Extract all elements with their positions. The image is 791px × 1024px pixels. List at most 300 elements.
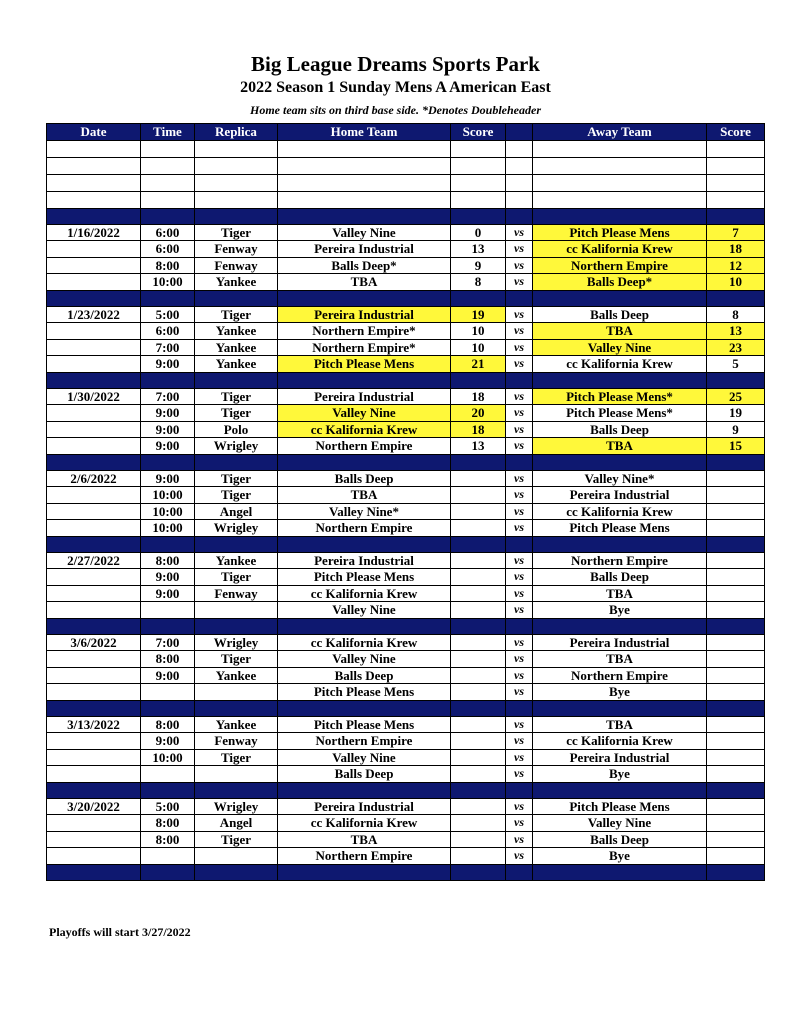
replica-cell: Fenway xyxy=(195,733,278,750)
week-separator-row xyxy=(47,536,765,552)
table-row xyxy=(47,667,765,684)
table-row xyxy=(47,257,765,274)
vs-cell: vs xyxy=(506,438,533,455)
week-separator-row xyxy=(47,372,765,388)
separator-cell xyxy=(707,208,765,224)
home-team-cell: Pitch Please Mens xyxy=(278,569,451,586)
table-row xyxy=(47,602,765,619)
date-cell xyxy=(47,405,141,422)
date-cell xyxy=(47,274,141,291)
away-score-cell xyxy=(707,831,765,848)
home-team-cell: Valley Nine xyxy=(278,749,451,766)
vs-cell: vs xyxy=(506,848,533,865)
date-cell: 2/6/2022 xyxy=(47,470,141,487)
date-cell xyxy=(47,749,141,766)
vs-cell: vs xyxy=(506,388,533,405)
date-cell xyxy=(47,602,141,619)
home-team-cell: Pereira Industrial xyxy=(278,798,451,815)
date-cell xyxy=(47,438,141,455)
separator-cell xyxy=(195,536,278,552)
away-score-cell xyxy=(707,602,765,619)
blank-cell xyxy=(47,140,141,157)
blank-cell xyxy=(451,174,506,191)
blank-row xyxy=(47,191,765,208)
home-score-cell xyxy=(451,569,506,586)
replica-cell: Tiger xyxy=(195,306,278,323)
separator-cell xyxy=(195,208,278,224)
time-cell: 8:00 xyxy=(141,815,195,832)
blank-cell xyxy=(707,191,765,208)
home-team-cell: Northern Empire xyxy=(278,848,451,865)
blank-cell xyxy=(707,157,765,174)
home-score-cell: 18 xyxy=(451,388,506,405)
blank-cell xyxy=(506,174,533,191)
home-score-cell: 13 xyxy=(451,438,506,455)
vs-cell: vs xyxy=(506,569,533,586)
away-team-cell: Bye xyxy=(533,602,707,619)
away-team-cell: Balls Deep xyxy=(533,421,707,438)
page-subtitle: 2022 Season 1 Sunday Mens A American East xyxy=(240,79,551,96)
away-team-cell: Bye xyxy=(533,766,707,783)
date-cell xyxy=(47,651,141,668)
away-team-cell: Pereira Industrial xyxy=(533,487,707,504)
vs-cell: vs xyxy=(506,766,533,783)
away-team-cell: Bye xyxy=(533,848,707,865)
schedule-body xyxy=(47,140,765,880)
date-cell xyxy=(47,520,141,537)
away-score-cell xyxy=(707,798,765,815)
away-score-cell xyxy=(707,503,765,520)
away-team-cell: TBA xyxy=(533,438,707,455)
home-score-cell: 13 xyxy=(451,241,506,258)
away-team-cell: Pitch Please Mens xyxy=(533,224,707,241)
home-score-cell: 9 xyxy=(451,257,506,274)
vs-cell: vs xyxy=(506,749,533,766)
blank-cell xyxy=(707,140,765,157)
separator-cell xyxy=(451,454,506,470)
blank-cell xyxy=(47,157,141,174)
blank-cell xyxy=(141,157,195,174)
vs-cell: vs xyxy=(506,552,533,569)
away-team-cell: Pereira Industrial xyxy=(533,749,707,766)
week-separator-row xyxy=(47,700,765,716)
time-cell xyxy=(141,684,195,701)
home-score-cell xyxy=(451,602,506,619)
separator-cell xyxy=(47,372,141,388)
away-team-cell: Balls Deep xyxy=(533,569,707,586)
date-cell: 2/27/2022 xyxy=(47,552,141,569)
vs-cell: vs xyxy=(506,667,533,684)
date-cell xyxy=(47,766,141,783)
separator-cell xyxy=(451,782,506,798)
date-cell xyxy=(47,569,141,586)
separator-cell xyxy=(278,454,451,470)
away-score-cell: 9 xyxy=(707,421,765,438)
week-separator-row xyxy=(47,208,765,224)
home-team-cell: Valley Nine xyxy=(278,405,451,422)
separator-cell xyxy=(533,536,707,552)
vs-cell: vs xyxy=(506,503,533,520)
away-score-cell: 23 xyxy=(707,339,765,356)
away-team-cell: Pitch Please Mens* xyxy=(533,405,707,422)
away-score-cell: 12 xyxy=(707,257,765,274)
table-row xyxy=(47,503,765,520)
home-team-cell: Northern Empire* xyxy=(278,339,451,356)
vs-cell: vs xyxy=(506,470,533,487)
table-row xyxy=(47,552,765,569)
vs-cell: vs xyxy=(506,339,533,356)
separator-cell xyxy=(278,372,451,388)
home-score-cell xyxy=(451,749,506,766)
replica-cell: Angel xyxy=(195,503,278,520)
away-team-cell: cc Kalifornia Krew xyxy=(533,503,707,520)
away-score-cell xyxy=(707,520,765,537)
replica-cell: Wrigley xyxy=(195,520,278,537)
table-row xyxy=(47,224,765,241)
vs-cell: vs xyxy=(506,274,533,291)
col-away-score-header: Score xyxy=(707,124,765,141)
home-score-cell xyxy=(451,684,506,701)
week-separator-row xyxy=(47,782,765,798)
col-time-header: Time xyxy=(141,124,195,141)
replica-cell: Fenway xyxy=(195,585,278,602)
away-score-cell xyxy=(707,749,765,766)
date-cell xyxy=(47,684,141,701)
separator-cell xyxy=(707,290,765,306)
away-team-cell: TBA xyxy=(533,323,707,340)
time-cell: 9:00 xyxy=(141,356,195,373)
blank-cell xyxy=(451,140,506,157)
home-score-cell xyxy=(451,651,506,668)
away-team-cell: Pereira Industrial xyxy=(533,634,707,651)
home-team-cell: cc Kalifornia Krew xyxy=(278,634,451,651)
separator-cell xyxy=(141,290,195,306)
separator-cell xyxy=(278,618,451,634)
time-cell xyxy=(141,848,195,865)
replica-cell: Fenway xyxy=(195,257,278,274)
away-score-cell: 15 xyxy=(707,438,765,455)
date-cell: 3/13/2022 xyxy=(47,716,141,733)
date-cell xyxy=(47,667,141,684)
time-cell: 10:00 xyxy=(141,503,195,520)
date-cell xyxy=(47,585,141,602)
date-cell xyxy=(47,356,141,373)
table-row xyxy=(47,356,765,373)
vs-cell: vs xyxy=(506,651,533,668)
away-team-cell: Valley Nine* xyxy=(533,470,707,487)
date-cell xyxy=(47,323,141,340)
time-cell: 10:00 xyxy=(141,274,195,291)
time-cell: 6:00 xyxy=(141,323,195,340)
away-score-cell xyxy=(707,716,765,733)
table-row xyxy=(47,388,765,405)
replica-cell: Angel xyxy=(195,815,278,832)
home-score-cell xyxy=(451,667,506,684)
away-team-cell: Northern Empire xyxy=(533,667,707,684)
date-cell: 3/6/2022 xyxy=(47,634,141,651)
replica-cell: Wrigley xyxy=(195,798,278,815)
date-cell xyxy=(47,815,141,832)
home-score-cell xyxy=(451,831,506,848)
separator-cell xyxy=(451,536,506,552)
blank-cell xyxy=(506,140,533,157)
time-cell: 9:00 xyxy=(141,733,195,750)
home-team-cell: Pereira Industrial xyxy=(278,552,451,569)
vs-cell: vs xyxy=(506,306,533,323)
vs-cell: vs xyxy=(506,716,533,733)
separator-cell xyxy=(506,618,533,634)
away-score-cell xyxy=(707,651,765,668)
replica-cell: Yankee xyxy=(195,274,278,291)
separator-cell xyxy=(506,700,533,716)
separator-cell xyxy=(195,372,278,388)
home-score-cell: 10 xyxy=(451,339,506,356)
time-cell: 7:00 xyxy=(141,339,195,356)
home-team-cell: cc Kalifornia Krew xyxy=(278,815,451,832)
vs-cell: vs xyxy=(506,323,533,340)
separator-cell xyxy=(195,618,278,634)
table-row xyxy=(47,339,765,356)
separator-cell xyxy=(707,864,765,880)
blank-cell xyxy=(195,157,278,174)
home-score-cell: 10 xyxy=(451,323,506,340)
replica-cell: Tiger xyxy=(195,388,278,405)
away-score-cell: 19 xyxy=(707,405,765,422)
away-team-cell: Balls Deep xyxy=(533,306,707,323)
separator-cell xyxy=(533,618,707,634)
away-team-cell: cc Kalifornia Krew xyxy=(533,241,707,258)
separator-cell xyxy=(195,290,278,306)
separator-cell xyxy=(278,700,451,716)
away-team-cell: Pitch Please Mens xyxy=(533,798,707,815)
table-row xyxy=(47,438,765,455)
away-score-cell xyxy=(707,552,765,569)
replica-cell: Wrigley xyxy=(195,438,278,455)
away-team-cell: TBA xyxy=(533,716,707,733)
home-team-cell: Valley Nine xyxy=(278,224,451,241)
away-score-cell xyxy=(707,585,765,602)
replica-cell: Yankee xyxy=(195,667,278,684)
blank-cell xyxy=(47,191,141,208)
separator-cell xyxy=(707,454,765,470)
away-score-cell: 5 xyxy=(707,356,765,373)
replica-cell xyxy=(195,684,278,701)
blank-cell xyxy=(141,191,195,208)
replica-cell: Polo xyxy=(195,421,278,438)
date-cell xyxy=(47,503,141,520)
home-team-cell: TBA xyxy=(278,274,451,291)
away-team-cell: TBA xyxy=(533,585,707,602)
table-row xyxy=(47,569,765,586)
time-cell: 9:00 xyxy=(141,438,195,455)
blank-cell xyxy=(278,191,451,208)
col-vs-header xyxy=(506,124,533,141)
replica-cell: Yankee xyxy=(195,323,278,340)
separator-cell xyxy=(195,454,278,470)
home-score-cell: 20 xyxy=(451,405,506,422)
footer-note: Playoffs will start 3/27/2022 xyxy=(49,925,191,939)
away-team-cell: Bye xyxy=(533,684,707,701)
home-score-cell xyxy=(451,815,506,832)
replica-cell: Tiger xyxy=(195,224,278,241)
replica-cell: Tiger xyxy=(195,470,278,487)
vs-cell: vs xyxy=(506,815,533,832)
away-team-cell: Pitch Please Mens* xyxy=(533,388,707,405)
away-score-cell xyxy=(707,733,765,750)
vs-cell: vs xyxy=(506,241,533,258)
date-cell: 1/30/2022 xyxy=(47,388,141,405)
away-score-cell xyxy=(707,684,765,701)
time-cell: 6:00 xyxy=(141,224,195,241)
table-row xyxy=(47,716,765,733)
week-separator-row xyxy=(47,454,765,470)
separator-cell xyxy=(707,700,765,716)
vs-cell: vs xyxy=(506,520,533,537)
home-team-cell: Northern Empire* xyxy=(278,323,451,340)
separator-cell xyxy=(47,864,141,880)
home-score-cell xyxy=(451,585,506,602)
separator-cell xyxy=(451,290,506,306)
week-separator-row xyxy=(47,618,765,634)
blank-cell xyxy=(451,191,506,208)
separator-cell xyxy=(195,700,278,716)
away-team-cell: Balls Deep* xyxy=(533,274,707,291)
header-row xyxy=(47,124,765,141)
separator-cell xyxy=(506,864,533,880)
blank-cell xyxy=(141,174,195,191)
table-row xyxy=(47,323,765,340)
vs-cell: vs xyxy=(506,684,533,701)
replica-cell: Yankee xyxy=(195,356,278,373)
separator-cell xyxy=(707,782,765,798)
separator-cell xyxy=(533,290,707,306)
blank-cell xyxy=(707,174,765,191)
separator-cell xyxy=(278,208,451,224)
home-team-cell: Valley Nine* xyxy=(278,503,451,520)
blank-cell xyxy=(47,174,141,191)
home-team-cell: Balls Deep xyxy=(278,766,451,783)
date-cell xyxy=(47,733,141,750)
home-score-cell xyxy=(451,634,506,651)
home-score-cell xyxy=(451,487,506,504)
time-cell: 9:00 xyxy=(141,585,195,602)
replica-cell: Yankee xyxy=(195,339,278,356)
time-cell: 9:00 xyxy=(141,405,195,422)
home-score-cell xyxy=(451,552,506,569)
table-row xyxy=(47,585,765,602)
vs-cell: vs xyxy=(506,733,533,750)
home-team-cell: TBA xyxy=(278,487,451,504)
separator-cell xyxy=(533,782,707,798)
blank-cell xyxy=(533,191,707,208)
blank-cell xyxy=(533,157,707,174)
table-row xyxy=(47,831,765,848)
vs-cell: vs xyxy=(506,798,533,815)
time-cell: 10:00 xyxy=(141,487,195,504)
home-team-cell: Northern Empire xyxy=(278,520,451,537)
blank-cell xyxy=(506,191,533,208)
home-team-cell: Valley Nine xyxy=(278,602,451,619)
home-team-cell: Valley Nine xyxy=(278,651,451,668)
home-score-cell: 21 xyxy=(451,356,506,373)
time-cell: 8:00 xyxy=(141,651,195,668)
week-separator-row xyxy=(47,290,765,306)
time-cell: 9:00 xyxy=(141,421,195,438)
home-score-cell xyxy=(451,716,506,733)
home-team-cell: cc Kalifornia Krew xyxy=(278,585,451,602)
separator-cell xyxy=(141,208,195,224)
date-cell xyxy=(47,241,141,258)
home-team-cell: Pitch Please Mens xyxy=(278,356,451,373)
replica-cell: Wrigley xyxy=(195,634,278,651)
separator-cell xyxy=(47,618,141,634)
separator-cell xyxy=(278,782,451,798)
separator-cell xyxy=(451,208,506,224)
time-cell xyxy=(141,766,195,783)
away-team-cell: Northern Empire xyxy=(533,257,707,274)
away-score-cell: 13 xyxy=(707,323,765,340)
replica-cell xyxy=(195,766,278,783)
separator-cell xyxy=(506,782,533,798)
date-cell xyxy=(47,848,141,865)
table-row xyxy=(47,766,765,783)
blank-cell xyxy=(195,140,278,157)
home-team-cell: cc Kalifornia Krew xyxy=(278,421,451,438)
home-team-cell: Pitch Please Mens xyxy=(278,684,451,701)
week-separator-row xyxy=(47,864,765,880)
separator-cell xyxy=(533,208,707,224)
replica-cell: Tiger xyxy=(195,831,278,848)
away-team-cell: TBA xyxy=(533,651,707,668)
separator-cell xyxy=(278,290,451,306)
replica-cell xyxy=(195,602,278,619)
table-row xyxy=(47,733,765,750)
blank-cell xyxy=(533,140,707,157)
time-cell xyxy=(141,602,195,619)
vs-cell: vs xyxy=(506,405,533,422)
replica-cell xyxy=(195,848,278,865)
table-row xyxy=(47,684,765,701)
separator-cell xyxy=(47,454,141,470)
blank-cell xyxy=(141,140,195,157)
home-score-cell: 0 xyxy=(451,224,506,241)
home-score-cell xyxy=(451,470,506,487)
table-row xyxy=(47,470,765,487)
separator-cell xyxy=(506,372,533,388)
table-row xyxy=(47,651,765,668)
separator-cell xyxy=(533,700,707,716)
separator-cell xyxy=(451,700,506,716)
separator-cell xyxy=(707,536,765,552)
replica-cell: Fenway xyxy=(195,241,278,258)
away-score-cell xyxy=(707,815,765,832)
separator-cell xyxy=(47,782,141,798)
separator-cell xyxy=(141,454,195,470)
replica-cell: Tiger xyxy=(195,569,278,586)
away-score-cell: 25 xyxy=(707,388,765,405)
away-score-cell: 18 xyxy=(707,241,765,258)
separator-cell xyxy=(506,536,533,552)
vs-cell: vs xyxy=(506,224,533,241)
away-team-cell: Valley Nine xyxy=(533,339,707,356)
home-score-cell xyxy=(451,503,506,520)
time-cell: 8:00 xyxy=(141,831,195,848)
table-row xyxy=(47,634,765,651)
home-score-cell xyxy=(451,766,506,783)
date-cell xyxy=(47,487,141,504)
home-team-cell: TBA xyxy=(278,831,451,848)
home-team-cell: Pereira Industrial xyxy=(278,306,451,323)
